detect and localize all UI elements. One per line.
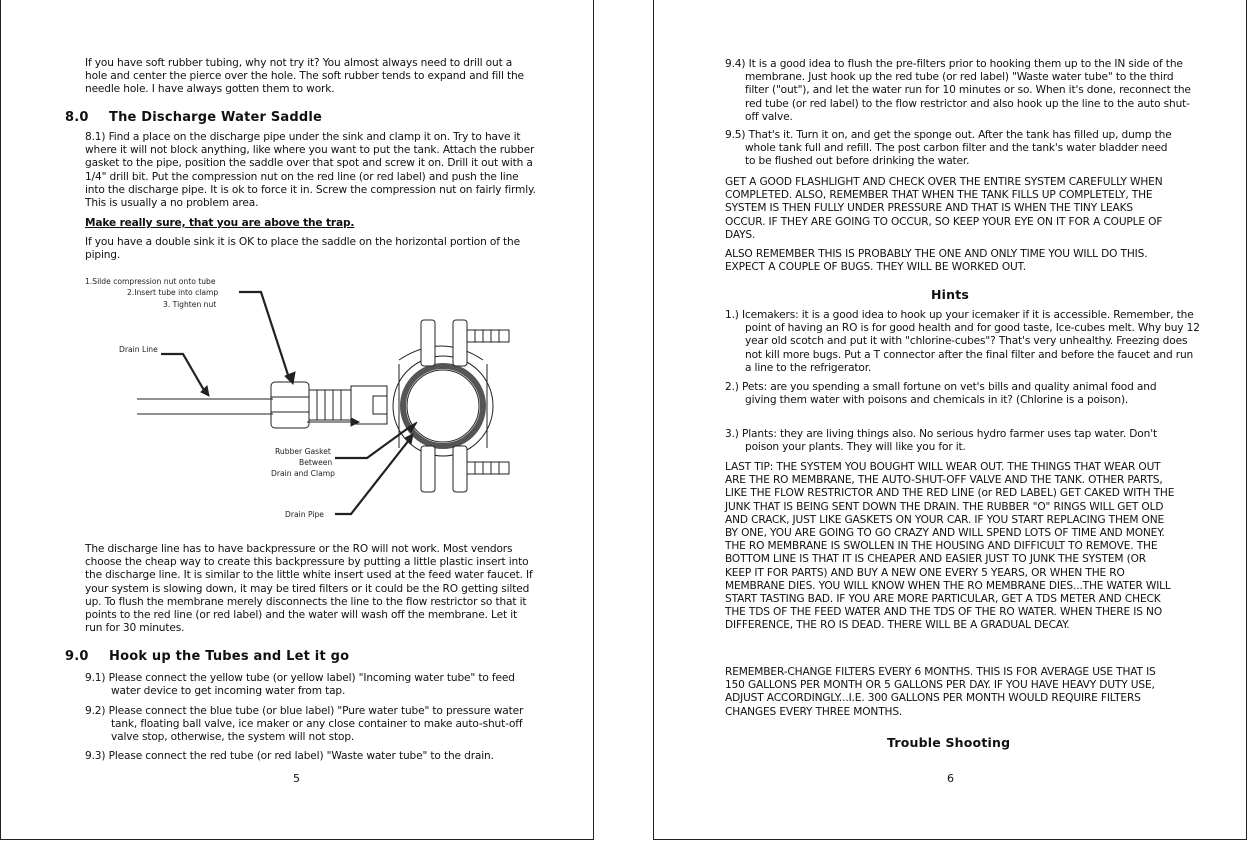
diagram-gasket-label-2: Between (299, 458, 333, 467)
bolt-bottom-right (453, 446, 467, 492)
remember-paragraph: REMEMBER-CHANGE FILTERS EVERY 6 MONTHS. THIS IS FOR AVERAGE USE THAT IS 150 GALLONS PER MONTH OR 5 GALLONS PER DAY. IF YOU HAVE HEAVY DUTY USE, ADJUST ACCORDINGLY...I.E. 300 GALLONS PER MONTH WOULD REQUIRE FILTERS CHANGES EVERY THREE MONTHS. (725, 666, 1156, 718)
double-sink-paragraph: If you have a double sink it is OK to place the saddle on the horizontal portion of the piping. (85, 236, 520, 262)
trouble-shooting-heading: Trouble Shooting (887, 735, 1011, 750)
bolt-shaft-top (467, 330, 509, 342)
diagram-step-3: 3. Tighten nut (163, 300, 217, 309)
diagram-step-1: 1.Silde compression nut onto tube (85, 277, 216, 286)
hint-plants: 3.) Plants: they are living things also. No serious hydro farmer uses tap water. Don't poison your plants. They will like you for it. (725, 428, 1157, 454)
page-number-5: 5 (293, 772, 300, 785)
section-8-heading (65, 110, 322, 125)
backpressure-paragraph: The discharge line has to have backpressure or the RO will not work. Most vendors choose the cheap way to create this backpressure by putting a little plastic insert into the discharge line. It is similar to the little white insert used at the feed water faucet. If your system is slowing down, it may be tired filters or it could be the RO getting silted up. To flush the membrane merely disconnects the line to the flow restrictor so that it points to the red line (or red label) and the water will wash off the membrane. Let it run for 30 minutes. (85, 543, 533, 635)
compression-nut (271, 382, 309, 428)
section-8-1-paragraph: 8.1) Find a place on the discharge pipe under the sink and clamp it on. Try to have it where it will not block anything, like where you want to put the tank. Attach the rubber gasket to the pipe, position the saddle over that spot and screw it on. Drill it out with a 1/4" drill bit. Put the compression nut on the red line (or red label) and push the line into the discharge pipe. It is ok to force it in. Screw the compression nut on fairly firmly. This is usually a no problem area. (85, 131, 536, 210)
section-8-number: 8.0 (65, 110, 89, 125)
page-number-6: 6 (947, 772, 954, 785)
item-9-2: 9.2) Please connect the blue tube (or blue label) "Pure water tube" to pressure water tank, floating ball valve, ice maker or any close container to make auto-shut-off valve stop, otherwise, the system will not stop. (85, 705, 524, 744)
arrow-to-drain-pipe (335, 440, 409, 514)
item-9-1: 9.1) Please connect the yellow tube (or yellow label) "Incoming water tube" to feed water device to get incoming water from tap. (85, 672, 515, 698)
threaded-fitting (309, 390, 351, 420)
arrow-to-nut (239, 292, 289, 378)
arrow-to-drain-line (161, 354, 205, 392)
bolt-top-right (453, 320, 467, 366)
diagram-step-2: 2.Insert tube into clamp (127, 288, 219, 297)
diagram-gasket-label-1: Rubber Gasket (275, 447, 331, 456)
bolt-top-left (421, 320, 435, 366)
flashlight-caps-paragraph: GET A GOOD FLASHLIGHT AND CHECK OVER THE ENTIRE SYSTEM CAREFULLY WHEN COMPLETED. ALSO, REMEMBER THAT WHEN THE TANK FILLS UP COMPLETELY, THE SYSTEM IS THEN FULLY UNDER PRESSURE AND THAT IS WHEN THE TINY LEAKS OCCUR. IF THEY ARE GOING TO OCCUR, SO KEEP YOUR EYE ON IT FOR A COUPLE OF DAYS. (725, 176, 1163, 241)
item-9-5: 9.5) That's it. Turn it on, and get the sponge out. After the tank has filled up, dump the whole tank full and refill. The post carbon filter and the tank's water bladder need to be flushed out before drinking the water. (725, 129, 1172, 168)
saddle-diagram (81, 272, 541, 522)
bolt-shaft-bottom (467, 462, 509, 474)
trap-warning: Make really sure, that you are above the trap. (85, 217, 355, 229)
item-9-4: 9.4) It is a good idea to flush the pre-filters prior to hooking them up to the IN side of the membrane. Just hook up the red tube (or red label) "Waste water tube" to the third filter ("out"), and let the water run for 10 minutes or so. When it's done, reconnect the red tube (or red label) to the flow restrictor and also hook up the line to the auto shut-off valve. (725, 58, 1191, 123)
hints-heading: Hints (931, 287, 970, 302)
intro-paragraph: If you have soft rubber tubing, why not try it? You almost always need to drill out a hole and center the pierce over the hole. The soft rubber tends to expand and fill the needle hole. I have always gotten them to work. (85, 57, 524, 96)
section-9-title: Hook up the Tubes and Let it go (109, 649, 350, 664)
section-9-number: 9.0 (65, 649, 89, 664)
clamp-top-arc (399, 346, 483, 360)
page-5 (0, 0, 594, 840)
last-tip-paragraph: LAST TIP: THE SYSTEM YOU BOUGHT WILL WEAR OUT. THE THINGS THAT WEAR OUT ARE THE RO MEMBRANE, THE AUTO-SHUT-OFF VALVE AND THE TANK. OTHER PARTS, LIKE THE FLOW RESTRICTOR AND THE RED LINE (or RED LABEL) GET CAKED WITH THE JUNK THAT IS BEING SENT DOWN THE DRAIN. THE RUBBER "O" RINGS WILL GET OLD AND CRACK, JUST LIKE GASKETS ON YOUR CAR. IF YOU START REPLACING THEM ONE BY ONE, YOU ARE GOING TO GO CRAZY AND WILL SPEND LOTS OF TIME AND MONEY. THE RO MEMBRANE IS SWOLLEN IN THE HOUSING AND DIFFICULT TO REMOVE. THE BOTTOM LINE IS THAT IT IS CHEAPER AND EASIER JUST TO JUNK THE SYSTEM (OR KEEP IT FOR PARTS) AND BUY A NEW ONE EVERY 5 YEARS, OR WHEN THE RO MEMBRANE DIES. YOU WILL KNOW WHEN THE RO MEMBRANE DIES...THE WATER WILL START TASTING BAD. IF YOU ARE MORE PARTICULAR, GET A TDS METER AND CHECK THE TDS OF THE FEED WATER AND THE TDS OF THE RO WATER. WHEN THERE IS NO DIFFERENCE, THE RO IS DEAD. THERE WILL BE A GRADUAL DECAY. (725, 461, 1175, 632)
bolt-bottom-left (421, 446, 435, 492)
saddle-port (351, 386, 387, 424)
item-9-3: 9.3) Please connect the red tube (or red label) "Waste water tube" to the drain. (85, 750, 494, 762)
hint-pets: 2.) Pets: are you spending a small fortune on vet's bills and quality animal food and giving them water with poisons and chemicals in it? (Chlorine is a poison). (725, 381, 1157, 407)
hint-icemakers: 1.) Icemakers: it is a good idea to hook up your icemaker if it is accessible. Remember, the point of having an RO is for good health and for good taste, Ice-cubes melt. Why buy 12 year old scotch and put it with "chlorine-cubes"? That's very unhealthy. Freezing does not kill more bugs. Put a T connector after the final filter and before the faucet and run a line to the refrigerator. (725, 309, 1200, 374)
diagram-drain-line-label: Drain Line (119, 345, 158, 354)
section-9-heading (65, 649, 349, 664)
only-time-caps-paragraph: ALSO REMEMBER THIS IS PROBABLY THE ONE AND ONLY TIME YOU WILL DO THIS. EXPECT A COUPLE OF BUGS. THEY WILL BE WORKED OUT. (725, 248, 1148, 274)
diagram-drain-pipe-label: Drain Pipe (285, 510, 324, 519)
pipe-bore (407, 370, 479, 442)
diagram-gasket-label-3: Drain and Clamp (271, 469, 335, 478)
section-8-title: The Discharge Water Saddle (109, 110, 323, 125)
page-6 (653, 0, 1247, 840)
